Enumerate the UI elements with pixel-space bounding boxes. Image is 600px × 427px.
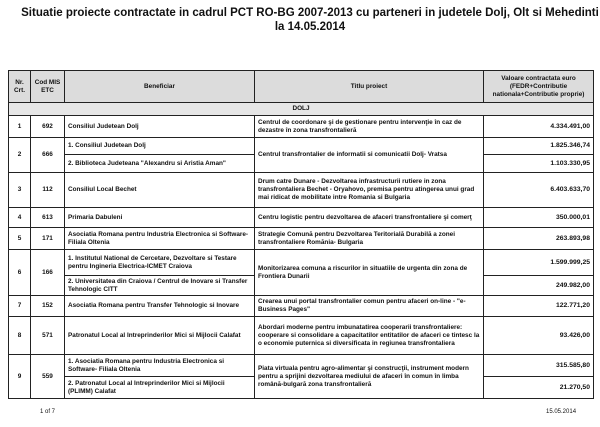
projects-table bbox=[8, 70, 594, 399]
cell-nr: 2 bbox=[9, 138, 31, 173]
cell-cod: 571 bbox=[31, 317, 65, 355]
cell-beneficiar: 2. Patronatul Local al Intreprinderilor Mici si Mijlocii (PLIMM) Calafat bbox=[65, 377, 255, 399]
cell-nr: 7 bbox=[9, 296, 31, 317]
cell-valoare: 1.825.346,74 bbox=[484, 138, 594, 155]
table-row bbox=[9, 355, 594, 377]
table-row bbox=[9, 173, 594, 208]
cell-titlu: Monitorizarea comuna a riscurilor in situatiile de urgenta din zona de Frontiera Dunarii bbox=[255, 250, 484, 296]
header-beneficiar: Beneficiar bbox=[65, 71, 255, 103]
table-row bbox=[9, 250, 594, 276]
table-row bbox=[9, 317, 594, 355]
cell-nr: 8 bbox=[9, 317, 31, 355]
cell-valoare: 122.771,20 bbox=[484, 296, 594, 317]
cell-valoare: 1.103.330,95 bbox=[484, 155, 594, 173]
table-row bbox=[9, 228, 594, 250]
cell-beneficiar: Primaria Dabuleni bbox=[65, 208, 255, 228]
cell-beneficiar: 2. Universitatea din Craiova / Centrul de Inovare si Transfer Tehnologic CITT bbox=[65, 276, 255, 296]
header-nr: Nr. Crt. bbox=[9, 71, 31, 103]
table-row bbox=[9, 296, 594, 317]
cell-cod: 171 bbox=[31, 228, 65, 250]
cell-valoare: 315.585,80 bbox=[484, 355, 594, 377]
cell-cod: 666 bbox=[31, 138, 65, 173]
cell-titlu: Crearea unui portal transfrontalier comun pentru afaceri on-line - "e-Business Pages" bbox=[255, 296, 484, 317]
cell-nr: 5 bbox=[9, 228, 31, 250]
cell-cod: 613 bbox=[31, 208, 65, 228]
cell-beneficiar: 2. Biblioteca Judeteana "Alexandru si Aristia Aman" bbox=[65, 155, 255, 173]
cell-nr: 3 bbox=[9, 173, 31, 208]
cell-cod: 152 bbox=[31, 296, 65, 317]
cell-titlu: Centrul de coordonare şi de gestionare pentru intervenţie în caz de dezastre în zona transfrontalieră bbox=[255, 116, 484, 138]
footer-date: 15.05.2014 bbox=[546, 409, 577, 415]
cell-nr: 6 bbox=[9, 250, 31, 296]
cell-beneficiar: Asociatia Romana pentru Transfer Tehnologic si Inovare bbox=[65, 296, 255, 317]
cell-nr: 1 bbox=[9, 116, 31, 138]
cell-titlu: Abordari moderne pentru imbunatatirea cooperarii transfrontaliere: cooperare si consolidare a capacitatilor entitatilor de afaceri ce tintesc la o economie puternica si diversificata in regiunea transfrontaliera bbox=[255, 317, 484, 355]
table-row bbox=[9, 208, 594, 228]
cell-valoare: 1.599.999,25 bbox=[484, 250, 594, 276]
cell-beneficiar: Patronatul Local al Intreprinderilor Mici si Mijlocii Calafat bbox=[65, 317, 255, 355]
cell-valoare: 6.403.633,70 bbox=[484, 173, 594, 208]
cell-cod: 166 bbox=[31, 250, 65, 296]
cell-beneficiar: 1. Consiliul Judetean Dolj bbox=[65, 138, 255, 155]
region-row bbox=[9, 103, 594, 116]
cell-titlu: Centru logistic pentru dezvoltarea de afaceri transfrontaliere şi comerţ bbox=[255, 208, 484, 228]
cell-valoare: 93.426,00 bbox=[484, 317, 594, 355]
header-valoare: Valoare contractata euro (FEDR+Contributie nationala+Contributie proprie) bbox=[484, 71, 594, 103]
page-number: 1 of 7 bbox=[40, 409, 56, 415]
cell-nr: 4 bbox=[9, 208, 31, 228]
header-cod: Cod MIS ETC bbox=[31, 71, 65, 103]
cell-cod: 692 bbox=[31, 116, 65, 138]
table-row bbox=[9, 116, 594, 138]
cell-valoare: 249.982,00 bbox=[484, 276, 594, 296]
cell-beneficiar: 1. Asociatia Romana pentru Industria Electronica si Software- Filiala Oltenia bbox=[65, 355, 255, 377]
cell-beneficiar: 1. Institutul National de Cercetare, Dezvoltare si Testare pentru Ingineria Electrica-ICMET Craiova bbox=[65, 250, 255, 276]
cell-beneficiar: Consiliul Local Bechet bbox=[65, 173, 255, 208]
cell-beneficiar: Asociatia Romana pentru Industria Electronica si Software- Filiala Oltenia bbox=[65, 228, 255, 250]
cell-valoare: 21.270,50 bbox=[484, 377, 594, 399]
page-title: Situatie proiecte contractate in cadrul PCT RO-BG 2007-2013 cu parteneri in judetele Dolj, Olt si Mehedinti la 14.05.2014 bbox=[21, 7, 599, 33]
cell-titlu: Centrul transfrontalier de informatii si comunicatii Dolj- Vratsa bbox=[255, 138, 484, 173]
cell-cod: 559 bbox=[31, 355, 65, 399]
cell-cod: 112 bbox=[31, 173, 65, 208]
cell-valoare: 350.000,01 bbox=[484, 208, 594, 228]
table-header-row bbox=[9, 71, 594, 103]
cell-titlu: Drum catre Dunare - Dezvoltarea infrastructurii rutiere in zona transfrontaliera Bechet - Oryahovo, premisa pentru atingerea unui grad mai ridicat de mobilitate intre Romania si Bulgaria bbox=[255, 173, 484, 208]
cell-titlu: Strategie Comună pentru Dezvoltarea Teritorială Durabilă a zonei transfrontaliere Romănia- Bulgaria bbox=[255, 228, 484, 250]
cell-valoare: 263.893,98 bbox=[484, 228, 594, 250]
region-label: DOLJ bbox=[9, 103, 594, 116]
cell-nr: 9 bbox=[9, 355, 31, 399]
table-row bbox=[9, 138, 594, 155]
cell-valoare: 4.334.491,00 bbox=[484, 116, 594, 138]
cell-titlu: Piata virtuala pentru agro-alimentar şi construcţii, instrument modern pentru a sprijini dezvoltarea mediului de afaceri în comun în limba română-bulgară zona transfrontalieră bbox=[255, 355, 484, 399]
header-titlu: Titlu proiect bbox=[255, 71, 484, 103]
cell-beneficiar: Consiliul Judetean Dolj bbox=[65, 116, 255, 138]
